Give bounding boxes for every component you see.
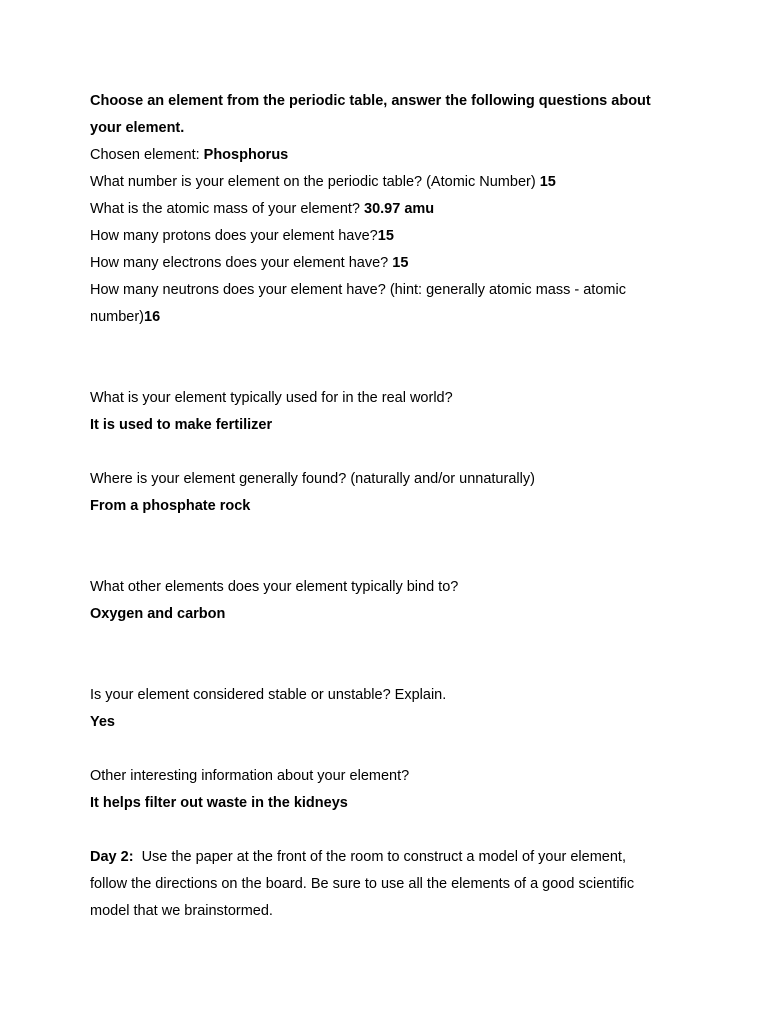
- found-answer: From a phosphate rock: [90, 498, 251, 514]
- intro-line-1: Choose an element from the periodic table, answer the following questions about: [90, 93, 651, 109]
- stable-answer: Yes: [90, 714, 115, 730]
- spacer: [90, 439, 690, 466]
- electrons-row: [90, 250, 690, 277]
- neutrons-row-2: [90, 304, 690, 331]
- bind-answer: Oxygen and carbon: [90, 606, 226, 622]
- stable-question: Is your element considered stable or unstable? Explain.: [90, 687, 447, 703]
- atomic-number-row: [90, 169, 690, 196]
- found-question: Where is your element generally found? (naturally and/or unnaturally): [90, 471, 535, 487]
- electrons-answer: 15: [392, 255, 409, 271]
- spacer: [90, 736, 690, 763]
- atomic-number-answer: 15: [539, 174, 556, 190]
- neutrons-question-line-1: How many neutrons does your element have? (hint: generally atomic mass - atomic: [90, 282, 626, 298]
- chosen-element-row: [90, 142, 690, 169]
- chosen-element-label: Chosen element:: [90, 147, 204, 163]
- day2-text-1: Use the paper at the front of the room to construct a model of your element,: [133, 849, 626, 865]
- day2-label: Day 2:: [90, 849, 134, 865]
- neutrons-answer: 16: [144, 309, 161, 325]
- protons-answer: 15: [377, 228, 394, 244]
- use-question: What is your element typically used for in the real world?: [90, 390, 453, 406]
- day2-line-2: follow the directions on the board. Be sure to use all the elements of a good scientific: [90, 876, 635, 892]
- day2-line-3: model that we brainstormed.: [90, 903, 273, 919]
- worksheet-content: [90, 88, 690, 925]
- chosen-element-value: Phosphorus: [203, 147, 289, 163]
- atomic-mass-answer: 30.97 amu: [364, 201, 435, 217]
- atomic-number-question: What number is your element on the periodic table? (Atomic Number): [90, 174, 540, 190]
- other-question: Other interesting information about your element?: [90, 768, 410, 784]
- atomic-mass-row: [90, 196, 690, 223]
- day2-line-1: [90, 844, 690, 871]
- neutrons-row-1: [90, 277, 690, 304]
- neutrons-question-line-2: number): [90, 309, 144, 325]
- protons-question: How many protons does your element have?: [90, 228, 378, 244]
- bind-question: What other elements does your element typically bind to?: [90, 579, 459, 595]
- spacer: [90, 331, 690, 385]
- protons-row: [90, 223, 690, 250]
- use-answer: It is used to make fertilizer: [90, 417, 273, 433]
- atomic-mass-question: What is the atomic mass of your element?: [90, 201, 364, 217]
- intro-line-2: your element.: [90, 120, 185, 136]
- spacer: [90, 817, 690, 844]
- spacer: [90, 628, 690, 682]
- spacer: [90, 520, 690, 574]
- electrons-question: How many electrons does your element have?: [90, 255, 393, 271]
- other-answer: It helps filter out waste in the kidneys: [90, 795, 348, 811]
